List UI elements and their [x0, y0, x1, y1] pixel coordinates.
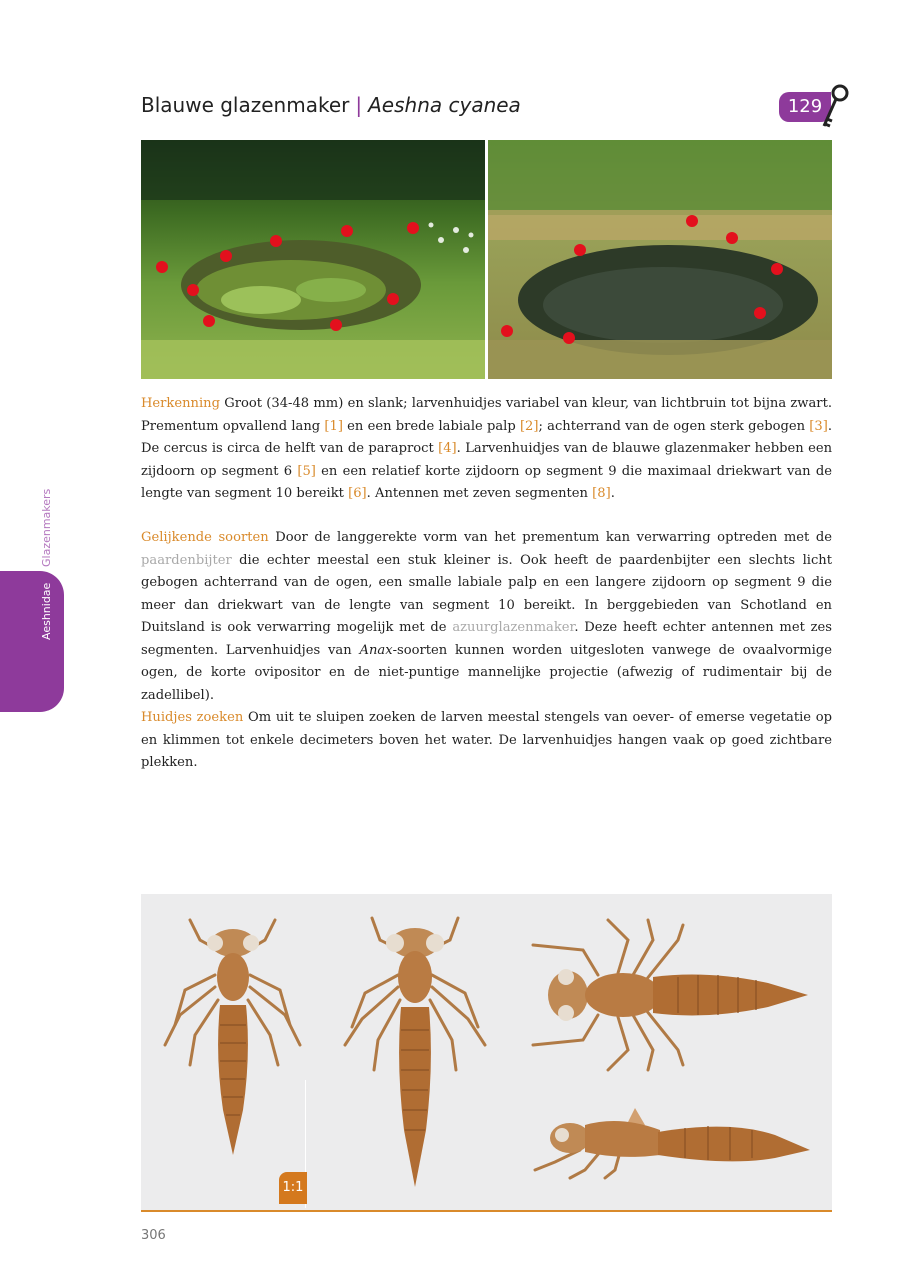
title-separator: | — [355, 93, 363, 117]
family-side-tab — [0, 571, 64, 712]
side-group-label: Glazenmakers — [40, 488, 53, 567]
body-text: . Antennen met zeven segmenten — [366, 486, 593, 501]
body-text: -soorten kunnen worden uitgesloten vanwege de ovaalvormige ogen, de korte ovipositor en de niet-puntige mannelijke projectie (afwezig of rudimentair bij de zadellibel). — [141, 642, 832, 703]
body-text: en een relatief korte zijdoorn op segment 9 die maximaal driekwart van de lengte van segment 10 bereikt — [141, 463, 832, 501]
body-text: Om uit te sluipen zoeken de larven meestal stengels van oever- of emerse vegetatie op en klimmen tot enkele decimeters boven het water. De larvenhuidjes hangen vaak op goed zichtbare plekken. — [141, 710, 832, 770]
section-huidjes-zoeken — [141, 707, 832, 775]
body-text: . Deze heeft echter antennen met zes segmenten. Larvenhuidjes van — [141, 620, 833, 658]
body-text: Door de langgerekte vorm van het prementum kan verwarring optreden met de — [268, 530, 832, 545]
species-title — [141, 93, 521, 117]
figure-reference: [4] — [438, 441, 457, 456]
body-text: . De cercus is circa de helft van de paraproct — [141, 418, 832, 456]
figure-reference: [1] — [324, 418, 343, 434]
habitat-photo-pond — [141, 140, 485, 379]
key-icon — [818, 82, 852, 130]
habitat-photo-marsh — [488, 140, 832, 379]
body-text: ; achterrand van de ogen sterk gebogen — [538, 418, 810, 434]
body-text: . Larvenhuidjes van de blauwe glazenmaker hebben een zijdoorn op segment 6 — [141, 441, 833, 479]
key-number-badge: 129 — [779, 92, 831, 122]
common-name: Blauwe glazenmaker — [141, 93, 350, 117]
figure-reference: [3] — [809, 418, 828, 434]
species-link-azuurglazenmaker[interactable]: azuurglazenmaker — [452, 620, 575, 635]
figure-reference: [6] — [348, 486, 367, 501]
larva-exuvia-dorsal-1 — [160, 915, 305, 1160]
page-number: 306 — [141, 1228, 166, 1243]
figure-reference: [5] — [297, 463, 316, 479]
section-gelijkende-soorten — [141, 527, 832, 707]
larva-exuvia-lateral — [530, 1100, 815, 1180]
figure-reference: [8] — [592, 486, 611, 501]
larva-exuvia-dorsal-3 — [528, 915, 813, 1075]
plate-underline — [141, 1210, 832, 1212]
section-herkenning — [141, 393, 832, 506]
body-text: en een brede labiale palp — [342, 418, 520, 434]
section-heading: Huidjes zoeken — [141, 710, 244, 725]
body-text: . — [610, 486, 615, 501]
section-heading: Gelijkende soorten — [141, 530, 269, 545]
latin-name: Aeshna cyanea — [368, 93, 521, 117]
genus-name: Anax — [359, 642, 393, 658]
section-heading: Herkenning — [141, 396, 220, 411]
figure-reference: [2] — [519, 418, 539, 434]
species-link-paardenbijter[interactable]: paardenbijter — [141, 552, 232, 568]
side-family-label: Aeshnidae — [40, 582, 53, 640]
scale-badge: 1:1 — [279, 1172, 307, 1204]
body-text: die echter meestal een stuk kleiner is. Ook heeft de paardenbijter een slechts licht gebogen achterrand van de ogen, een smalle labiale palp en een langere zijdoorn op segment 9 die meer dan driekwart van de lengte van segment 10 bereikt. In berggebieden van Schotland en Duitsland is ook verwarring mogelijk met de — [141, 552, 832, 635]
body-text: Groot (34-48 mm) en slank; larvenhuidjes variabel van kleur, van lichtbruin tot bijna zwart. Prementum opvallend lang — [141, 396, 832, 434]
larva-exuvia-dorsal-2 — [340, 915, 490, 1190]
